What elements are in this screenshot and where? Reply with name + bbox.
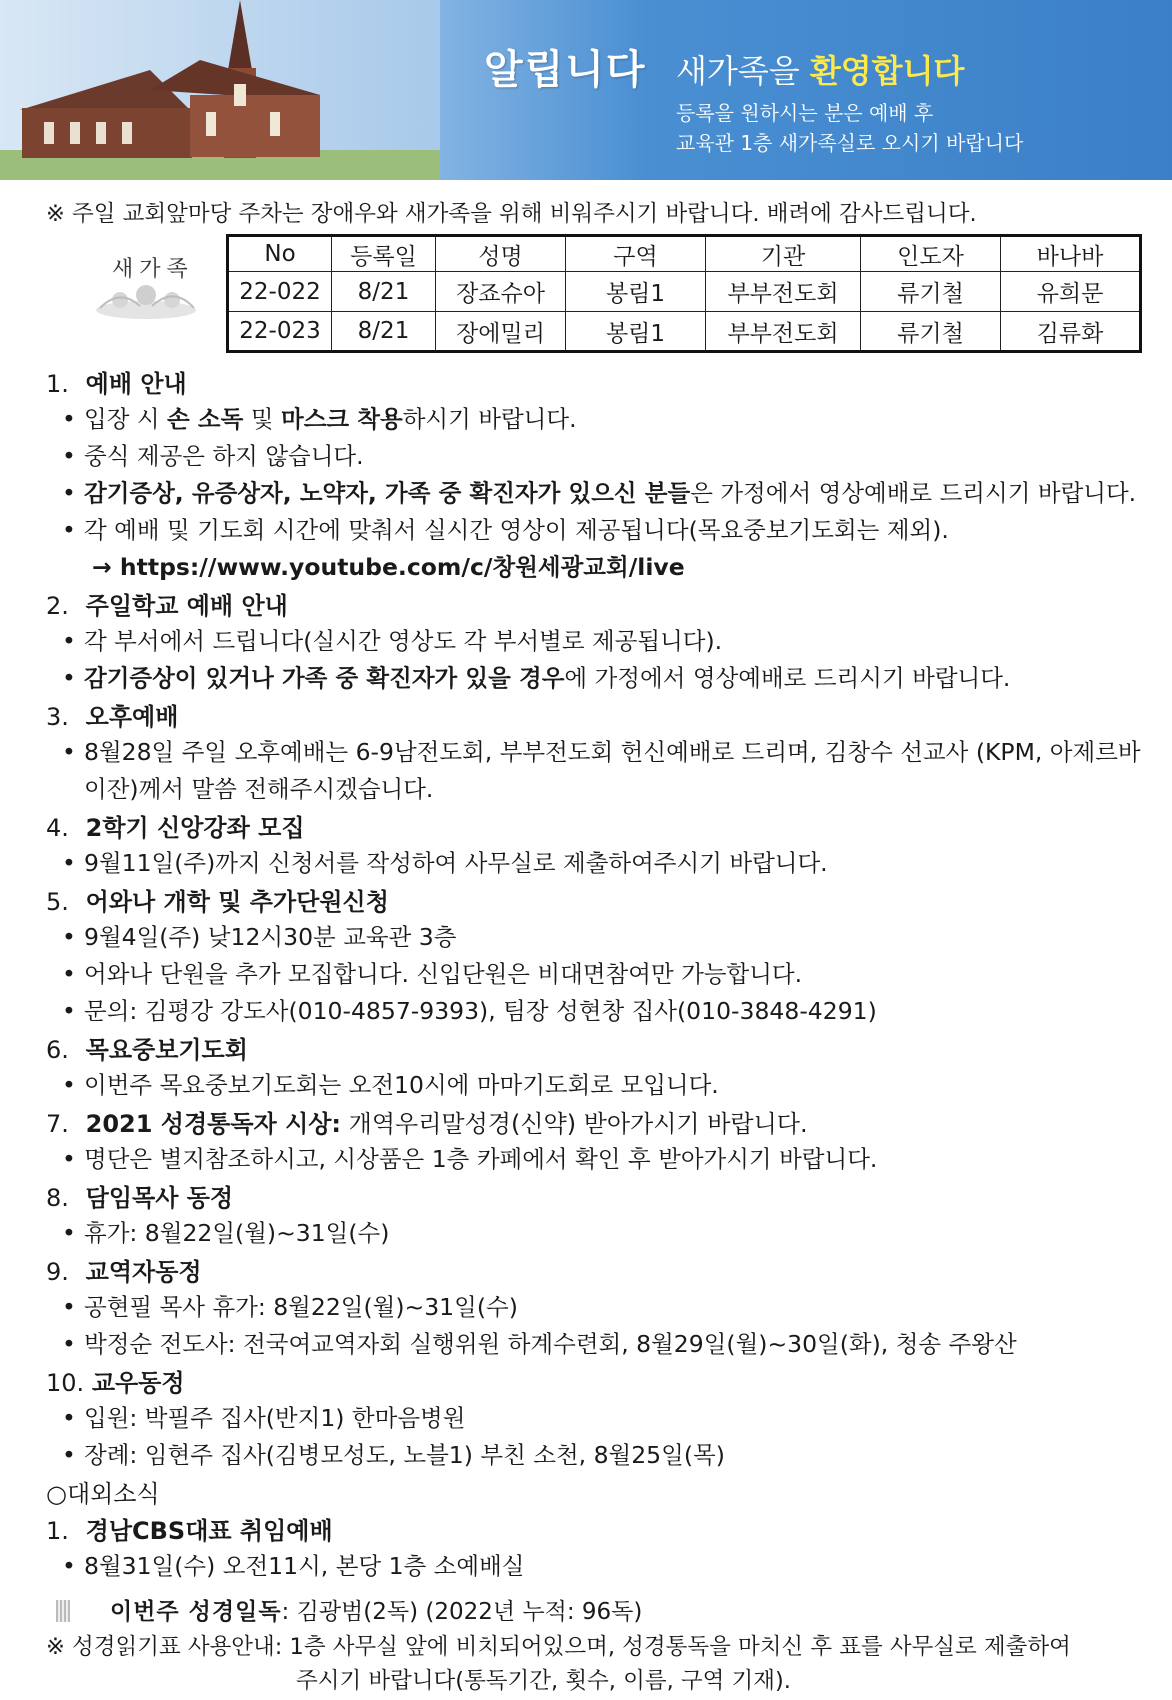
welcome-text: 새가족을 환영합니다 xyxy=(676,52,965,90)
header-title: 알립니다 xyxy=(484,46,647,93)
bookmark-icon xyxy=(56,1600,70,1622)
cell-guide: 류기철 xyxy=(861,272,1001,312)
flower-ornament-icon xyxy=(90,280,202,322)
col-header-barnabas: 바나바 xyxy=(1001,236,1141,272)
list-item: • 휴가: 8월22일(월)~31일(수) xyxy=(46,1215,1156,1252)
section-title-pastor: 8. 담임목사 동정 xyxy=(46,1184,234,1212)
reading-guide: ※ 성경읽기표 사용안내: 1층 사무실 앞에 비치되어있으며, 성경통독을 마치신 후 표를 사무실로 제출하여 주시기 바랍니다(통독기간, 횟수, 이름, 구역 기재). xyxy=(46,1634,1071,1694)
section-title-afternoon: 3. 오후예배 xyxy=(46,703,179,731)
cell-no: 22-022 xyxy=(228,272,332,312)
list-item: • 장례: 임현주 집사(김병모성도, 노블1) 부친 소천, 8월25일(목) xyxy=(46,1437,1156,1474)
list-item: • 공현필 목사 휴가: 8월22일(월)~31일(수) xyxy=(46,1289,1156,1326)
youtube-link[interactable]: → https://www.youtube.com/c/창원세광교회/live xyxy=(92,553,685,581)
list-item: • 이번주 목요중보기도회는 오전10시에 마마기도회로 모입니다. xyxy=(46,1067,1156,1104)
section-title-thursday-prayer: 6. 목요중보기도회 xyxy=(46,1036,248,1064)
section-title-members: 10. 교우동정 xyxy=(46,1369,185,1397)
col-header-guide: 인도자 xyxy=(861,236,1001,272)
table-row xyxy=(228,272,1141,312)
list-item: • 감기증상, 유증상자, 노약자, 가족 중 확진자가 있으신 분들은 가정에서 영상예배로 드리시기 바랍니다. xyxy=(46,475,1156,512)
table-header-row xyxy=(228,236,1141,272)
list-item: • 중식 제공은 하지 않습니다. xyxy=(46,438,1156,475)
header-banner xyxy=(0,0,1172,180)
new-family-label: 새가족 xyxy=(112,257,194,282)
new-family-table xyxy=(226,234,1142,353)
list-item: • 각 부서에서 드립니다(실시간 영상도 각 부서별로 제공됩니다). xyxy=(46,623,1156,660)
bible-reading-line: 이번주 성경일독: 김광범(2독) (2022년 누적: 96독) xyxy=(46,1594,1156,1630)
cell-date: 8/21 xyxy=(332,272,436,312)
col-header-no: No xyxy=(228,236,332,272)
table-row xyxy=(228,312,1141,352)
col-header-district: 구역 xyxy=(566,236,706,272)
section-title-bible-award: 7. 2021 성경통독자 시상: 개역우리말성경(신약) 받아가시기 바랍니다. xyxy=(46,1110,808,1138)
cell-date: 8/21 xyxy=(332,312,436,352)
cell-barnabas: 김류화 xyxy=(1001,312,1141,352)
list-item: • 9월11일(주)까지 신청서를 작성하여 사무실로 제출하여주시기 바랍니다. xyxy=(46,845,1156,882)
col-header-name: 성명 xyxy=(436,236,566,272)
col-header-date: 등록일 xyxy=(332,236,436,272)
list-item: • 감기증상이 있거나 가족 중 확진자가 있을 경우에 가정에서 영상예배로 드리시기 바랍니다. xyxy=(46,660,1156,697)
section-title-worship: 1. 예배 안내 xyxy=(46,370,187,398)
parking-notice: ※ 주일 교회앞마당 주차는 장애우와 새가족을 위해 비워주시기 바랍니다. 배려에 감사드립니다. xyxy=(46,201,977,227)
list-item: • 입장 시 손 소독 및 마스크 착용하시기 바랍니다. xyxy=(46,401,1156,438)
announcements xyxy=(46,364,1156,1585)
cell-name: 장에밀리 xyxy=(436,312,566,352)
cell-org: 부부전도회 xyxy=(706,272,861,312)
section-title-sunday-school: 2. 주일학교 예배 안내 xyxy=(46,592,288,620)
welcome-subtext: 등록을 원하시는 분은 예배 후 교육관 1층 새가족실로 오시기 바랍니다 xyxy=(676,101,1024,155)
section-title-cbs: 1. 경남CBS대표 취임예배 xyxy=(46,1517,333,1545)
list-item: • 8월28일 주일 오후예배는 6-9남전도회, 부부전도회 헌신예배로 드리며, 김창수 선교사 (KPM, 아제르바이잔)께서 말씀 전해주시겠습니다. xyxy=(46,734,1156,808)
section-title-awana: 5. 어와나 개학 및 추가단원신청 xyxy=(46,888,389,916)
list-item: • 박정순 전도사: 전국여교역자회 실행위원 하계수련회, 8월29일(월)~30일(화), 청송 주왕산 xyxy=(46,1326,1156,1363)
cell-name: 장죠슈아 xyxy=(436,272,566,312)
cell-guide: 류기철 xyxy=(861,312,1001,352)
list-item: • 9월4일(주) 낮12시30분 교육관 3층 xyxy=(46,919,1156,956)
section-title-ministers: 9. 교역자동정 xyxy=(46,1258,202,1286)
footer xyxy=(46,1594,1156,1698)
church-photo xyxy=(0,0,440,180)
list-item: • 각 예배 및 기도회 시간에 맞춰서 실시간 영상이 제공됩니다(목요중보기도회는 제외). xyxy=(46,512,1156,549)
list-item: • 문의: 김평강 강도사(010-4857-9393), 팀장 성현창 집사(010-3848-4291) xyxy=(46,993,1156,1030)
cell-barnabas: 유희문 xyxy=(1001,272,1141,312)
col-header-org: 기관 xyxy=(706,236,861,272)
external-news-heading: ○대외소식 xyxy=(46,1480,160,1508)
list-item: • 어와나 단원을 추가 모집합니다. 신입단원은 비대면참여만 가능합니다. xyxy=(46,956,1156,993)
cell-district: 봉림1 xyxy=(566,312,706,352)
list-item: • 명단은 별지참조하시고, 시상품은 1층 카페에서 확인 후 받아가시기 바랍니다. xyxy=(46,1141,1156,1178)
cell-no: 22-023 xyxy=(228,312,332,352)
section-title-faith-course: 4. 2학기 신앙강좌 모집 xyxy=(46,814,305,842)
list-item: • 입원: 박필주 집사(반지1) 한마음병원 xyxy=(46,1400,1156,1437)
list-item: • 8월31일(수) 오전11시, 본당 1층 소예배실 xyxy=(46,1548,1156,1585)
cell-district: 봉림1 xyxy=(566,272,706,312)
cell-org: 부부전도회 xyxy=(706,312,861,352)
